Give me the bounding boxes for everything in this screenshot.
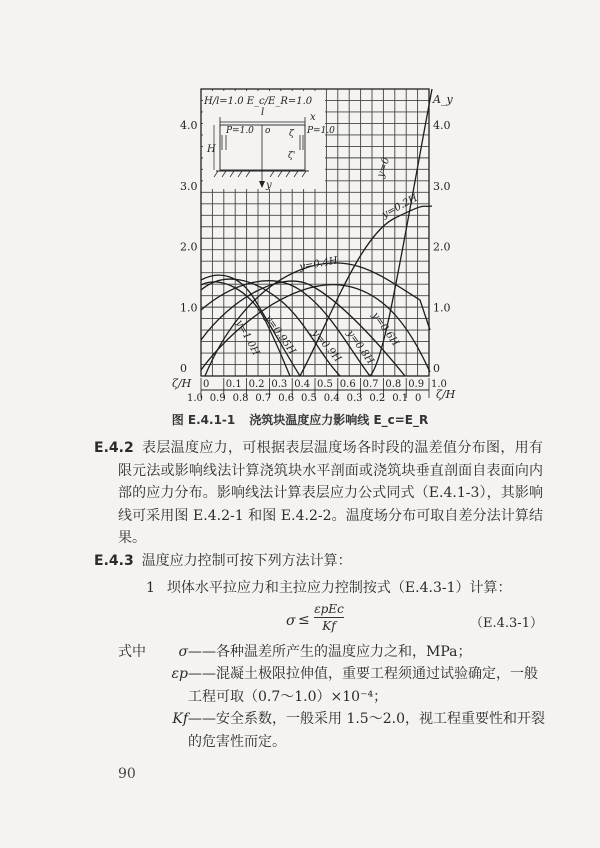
- inset-params: H/l=1.0 E_c/E_R=1.0: [204, 96, 313, 107]
- zeta-top-value: 0.4: [294, 379, 311, 390]
- inset-o-label: o: [265, 126, 271, 136]
- zeta-bottom-value: 0.7: [255, 393, 272, 404]
- section-e42-text: 表层温度应力，可根据表层温度场各时段的温差值分布图，用有限元法或影响线法计算浇筑块水平剖面或浇筑块垂直剖面自表面向内部的应力分布。影响线法计算表层应力公式同式（E.4.1-3），其影响线可采用图 E.4.2-1 和图 E.4.2-2。温度场分布可取自差分法计算结果。: [118, 440, 543, 546]
- curve-y-0: [370, 89, 432, 376]
- item-1-text: 坝体水平拉应力和主拉应力控制按式（E.4.3-1）计算：: [166, 580, 512, 596]
- symbol-definitions: [118, 641, 548, 753]
- zeta-top-label: ζ/H: [172, 377, 192, 390]
- figure-caption: [0, 411, 600, 428]
- equation-number: （E.4.3-1）: [470, 616, 543, 631]
- definition-symbol: σ: [178, 644, 188, 660]
- inset-x-label: x: [310, 112, 316, 123]
- zeta-top-value: 0.2: [248, 379, 265, 390]
- definition-row: [118, 663, 548, 708]
- definition-row: [118, 641, 548, 663]
- curve-label-y-0.4H: y=0.4H: [298, 255, 339, 273]
- left-tick-label: 1.0: [180, 301, 198, 315]
- zeta-bottom-value: 0.2: [369, 393, 386, 404]
- definition-text: ——安全系数，一般采用 1.5～2.0，视工程重要性和开裂的危害性而定。: [188, 711, 545, 750]
- inset-zeta-label: ζ: [289, 129, 294, 139]
- zeta-top-value: 0.7: [362, 379, 379, 390]
- right-tick-label: 0: [433, 362, 440, 375]
- zeta-top-value: 0.9: [408, 379, 425, 390]
- inset-p-right: P=1.0: [307, 126, 335, 136]
- right-tick-label: 4.0: [433, 119, 451, 132]
- curve-y-0.9H: [201, 281, 370, 376]
- inset-l-label: l: [261, 107, 265, 118]
- zeta-top-value: 0.6: [339, 379, 356, 390]
- section-e43-text: 温度应力控制可按下列方法计算：: [141, 553, 352, 569]
- left-tick-label: 3.0: [180, 179, 198, 193]
- right-tick-label: 3.0: [433, 179, 451, 193]
- equation-e431: [0, 602, 600, 638]
- left-tick-label: 4.0: [180, 119, 198, 132]
- inset-zeta-prime-label: ζ': [288, 151, 296, 161]
- zeta-bottom-scale: [187, 393, 421, 404]
- zeta-bottom-value: 0: [415, 393, 422, 404]
- zeta-bottom-label: ζ/H: [436, 388, 456, 401]
- section-e43-heading: E.4.3: [94, 553, 134, 569]
- item-1-number: 1: [146, 580, 155, 596]
- curve-y-1.0H: [201, 275, 300, 376]
- item-1: [118, 577, 543, 600]
- inset-y-label: y: [266, 180, 272, 191]
- curve-label-y-0.9H: y=0.9H: [309, 327, 343, 365]
- inset-p-left: P=1.0: [226, 126, 254, 136]
- curve-label-y-0.8H: y=0.8H: [344, 328, 376, 367]
- zeta-top-value: 0.8: [385, 379, 402, 390]
- zeta-bottom-value: 0.1: [392, 393, 409, 404]
- zeta-top-value: 0.5: [317, 379, 333, 390]
- zeta-bottom-value: 0.4: [323, 393, 340, 404]
- right-axis-label: A_y: [433, 93, 453, 106]
- equation-numerator: εpEc: [314, 602, 344, 616]
- figure-caption-text: 浇筑块温度应力影响线 E_c=E_R: [249, 413, 429, 427]
- curve-label-y-1.0H: y=1.0H: [233, 318, 262, 358]
- zeta-bottom-value: 0.5: [301, 393, 317, 404]
- inset-h-label: H: [207, 144, 216, 155]
- curve-label-y-0.2H: y=0.2H: [380, 192, 420, 221]
- definition-text: ——混凝土极限拉伸值，重要工程须通过试验确定，一般工程可取（0.7～1.0）×10⁻⁴；: [188, 666, 538, 705]
- curve-label-y-0: y=0: [375, 156, 393, 179]
- zeta-bottom-value: 0.3: [346, 393, 363, 404]
- page-number: 90: [118, 766, 136, 782]
- influence-line-figure: [0, 0, 600, 410]
- zeta-top-value: 1.0: [431, 379, 447, 390]
- definition-symbol: Kf: [172, 711, 188, 727]
- curve-label-y-0.6H: y=0.6H: [369, 310, 401, 349]
- definition-row: [118, 708, 548, 753]
- left-tick-label: 0: [180, 362, 187, 375]
- definition-symbol: εp: [171, 666, 188, 682]
- curve-label-y-0.95H: y=0.95H: [262, 313, 298, 357]
- right-tick-label: 2.0: [433, 240, 451, 254]
- figure-caption-number: 图 E.4.1-1: [171, 413, 236, 427]
- equation-denominator: Kf: [322, 619, 336, 633]
- zeta-top-value: 0.1: [225, 379, 242, 390]
- section-e42: [94, 437, 543, 550]
- definitions-lead: 式中: [118, 644, 146, 660]
- zeta-top-value: 0.3: [271, 379, 288, 390]
- left-tick-label: 2.0: [180, 240, 198, 254]
- section-e43: [94, 550, 543, 573]
- right-tick-label: 1.0: [433, 301, 451, 315]
- zeta-top-value: 0: [203, 379, 210, 390]
- equation-fraction: [314, 602, 344, 633]
- right-axis: [433, 119, 451, 375]
- zeta-bottom-value: 0.8: [232, 393, 249, 404]
- definition-text: ——各种温差所产生的温度应力之和，MPa；: [188, 644, 472, 660]
- zeta-bottom-value: 1.0: [187, 393, 203, 404]
- zeta-bottom-value: 0.6: [278, 393, 295, 404]
- inset-diagram: [203, 91, 335, 191]
- equation-relation: ≤: [298, 612, 310, 628]
- left-axis: [180, 119, 198, 375]
- zeta-bottom-value: 0.9: [209, 393, 226, 404]
- equation-lhs: σ: [286, 613, 296, 629]
- section-e42-heading: E.4.2: [94, 440, 134, 456]
